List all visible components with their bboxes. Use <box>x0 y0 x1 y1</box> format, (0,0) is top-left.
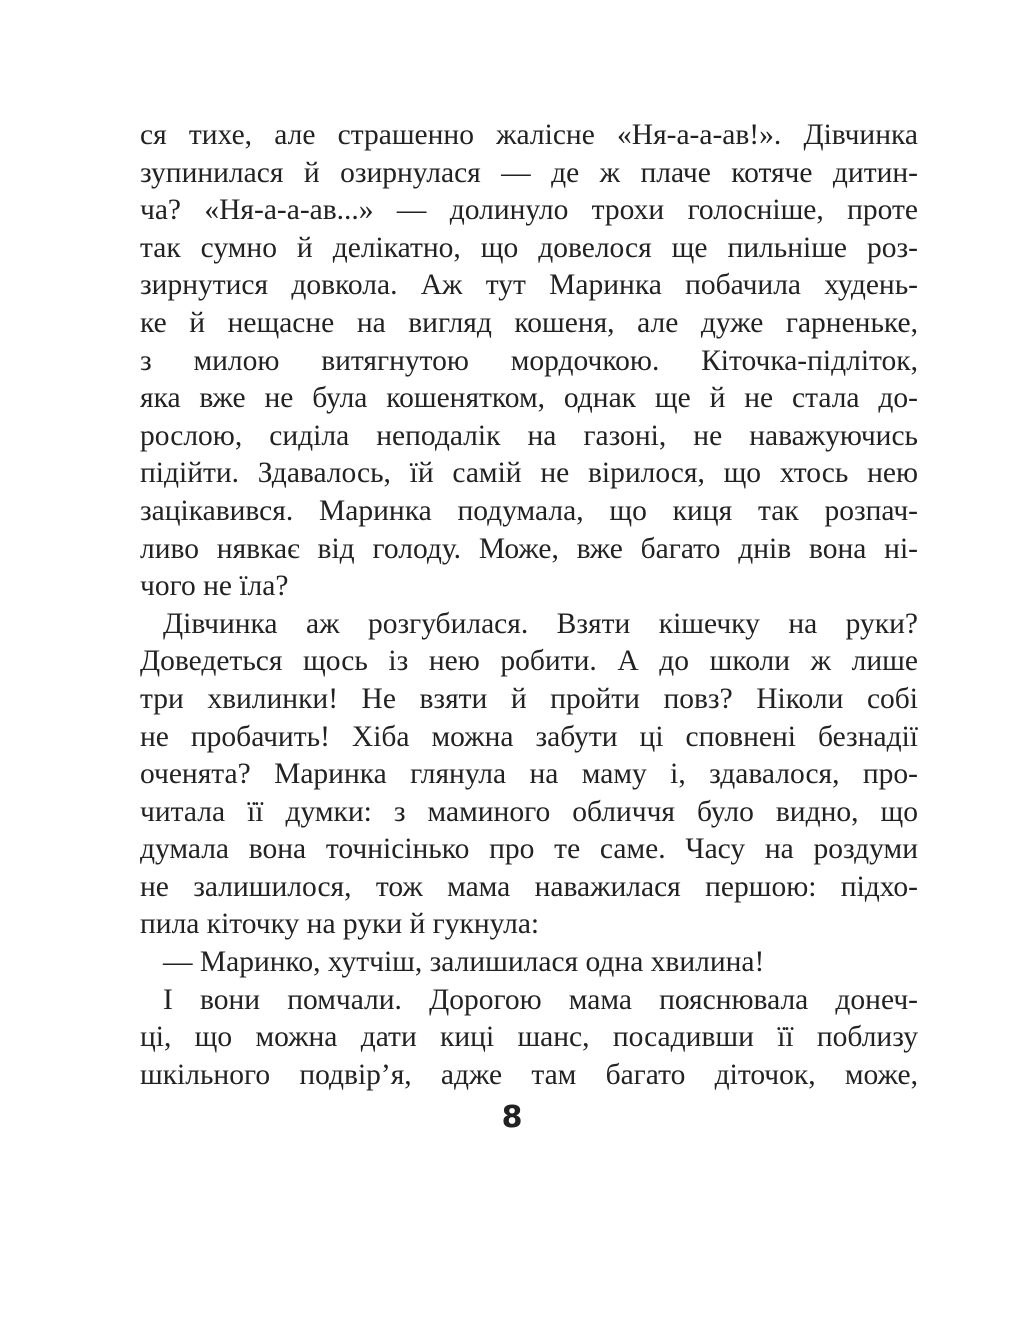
body-text <box>140 117 918 1094</box>
text-line: не залишилося, тож мама наважилася першою: підхо- <box>140 870 918 903</box>
text-line: Доведеться щось із нею робити. А до школи ж лише <box>140 645 918 678</box>
text-line: оченята? Маринка глянула на маму і, здавалося, про- <box>140 758 918 791</box>
text-line: зирнутися довкола. Аж тут Маринка побачила худень- <box>140 269 918 302</box>
text-line: І вони помчали. Дорогою мама пояснювала донеч- <box>163 983 918 1016</box>
text-line: зацікавився. Маринка подумала, що киця так розпач- <box>140 494 918 527</box>
text-line: не пробачить! Хіба можна забути ці сповнені безнадії <box>140 720 918 753</box>
text-line: читала її думки: з маминого обличчя було видно, що <box>140 795 918 828</box>
text-line: ке й нещасне на вигляд кошеня, але дуже гарненьке, <box>140 306 918 339</box>
text-line: з милою витягнутою мордочкою. Кіточка-підліток, <box>140 344 918 377</box>
text-line: ливо нявкає від голоду. Може, вже багато днів вона ні- <box>140 532 918 565</box>
page-number: 8 <box>501 1100 523 1135</box>
text-line: зупинилася й озирнулася — де ж плаче котяче дитин- <box>140 156 918 189</box>
text-line: рослою, сиділа неподалік на газоні, не наважуючись <box>140 419 918 452</box>
text-line: пила кіточку на руки й гукнула: <box>140 908 540 941</box>
text-line: шкільного подвір’я, адже там багато діточок, може, <box>140 1058 918 1091</box>
text-line: підійти. Здавалось, їй самій не вірилося, що хтось нею <box>140 457 918 490</box>
text-line: ся тихе, але страшенно жалісне «Ня-а-а-ав!». Дівчинка <box>140 119 918 151</box>
text-line: Дівчинка аж розгубилася. Взяти кішечку на руки? <box>163 607 918 640</box>
text-line: чого не їла? <box>140 570 289 603</box>
text-line: думала вона точнісінько про те саме. Часу на роздуми <box>140 833 918 866</box>
text-line: три хвилинки! Не взяти й пройти повз? Ніколи собі <box>140 682 918 715</box>
text-line: яка вже не була кошенятком, однак ще й не стала до- <box>140 382 918 415</box>
text-line: — Маринко, хутчіш, залишилася одна хвилина! <box>163 946 765 979</box>
text-line: так сумно й делікатно, що довелося ще пильніше роз- <box>140 231 918 264</box>
text-line: ці, що можна дати киці шанс, посадивши її поблизу <box>140 1021 918 1054</box>
text-line: ча? «Ня-а-а-ав...» — долинуло трохи голосніше, проте <box>140 194 918 227</box>
